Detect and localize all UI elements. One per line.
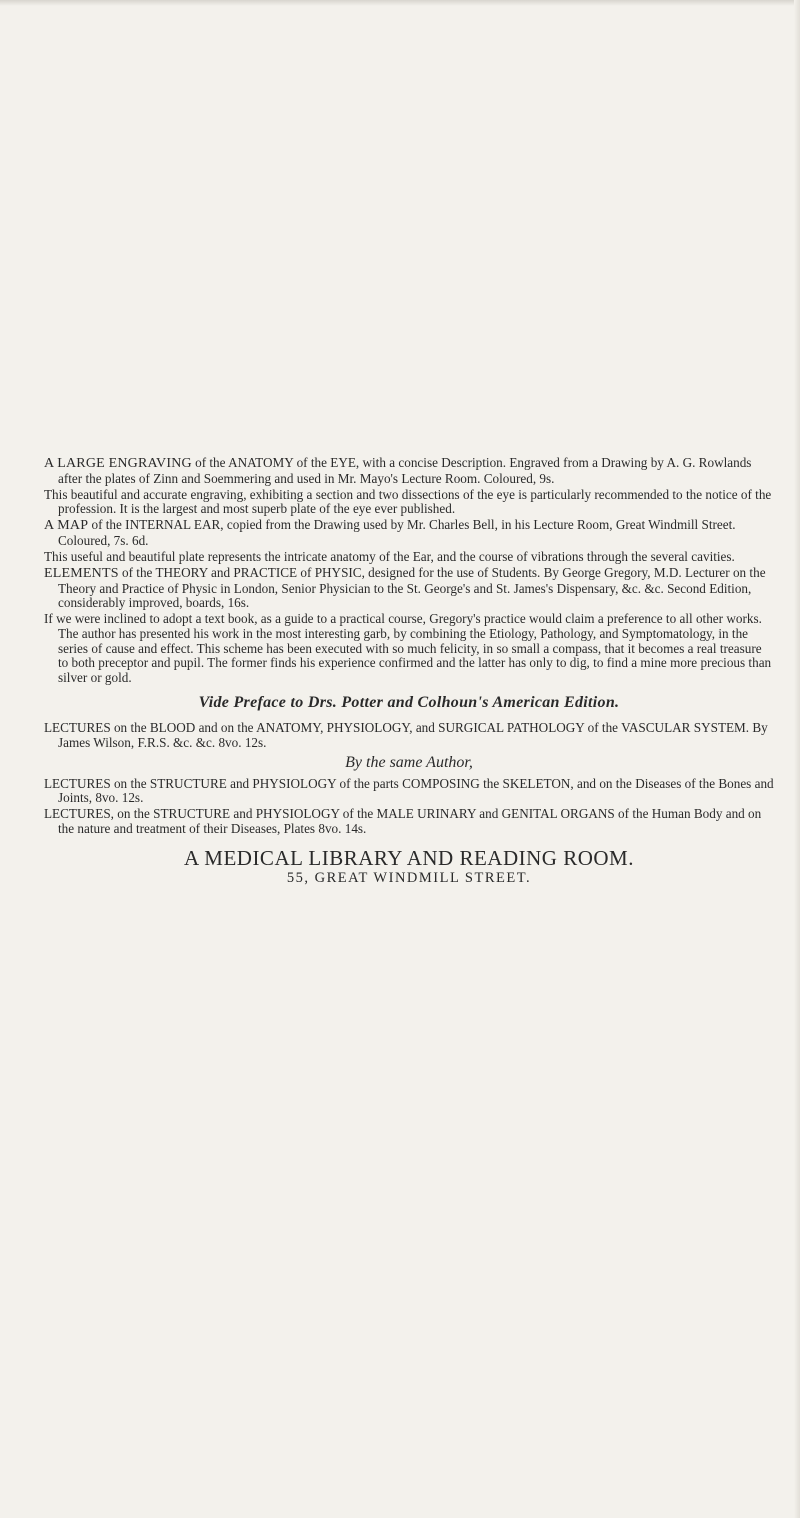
ear-map-lead: A MAP — [44, 518, 89, 534]
ear-map-entry — [44, 518, 774, 548]
same-author-byline: By the same Author, — [345, 754, 473, 772]
page-edge-top — [0, 0, 800, 6]
advertisement-page — [44, 456, 774, 886]
ear-map-text: of the INTERNAL EAR, copied from the Drawing used by Mr. Charles Bell, in his Lecture Room, Great Windmill Street. Coloured, 7s. 6d. — [58, 517, 736, 548]
lectures-blood-entry: LECTURES on the BLOOD and on the ANATOMY, PHYSIOLOGY, and SURGICAL PATHOLOGY of the VASCULAR SYSTEM. By James Wilson, F.R.S. &c. &c. 8vo. 12s. — [44, 720, 768, 750]
elements-physic-lead: ELEMENTS — [44, 566, 119, 582]
eye-engraving-review: This beautiful and accurate engraving, exhibiting a section and two dissections of the eye is particularly recommended to the notice of the profession. It is the largest and most superb plate of the eye ever published. — [44, 486, 772, 517]
eye-engraving-entry — [44, 456, 774, 486]
lectures-male-entry: LECTURES, on the STRUCTURE and PHYSIOLOGY of the MALE URINARY and GENITAL ORGANS of the Human Body and on the nature and treatment of their Diseases, Plates 8vo. 14s. — [44, 806, 762, 837]
vide-preface-heading: Vide Preface to Drs. Potter and Colhoun's American Edition. — [198, 694, 620, 712]
library-address: 55, GREAT WINDMILL STREET. — [286, 870, 532, 887]
elements-physic-review: If we were inclined to adopt a text book, as a guide to a practical course, Gregory's practice would claim a preference to all other works. The author has presented his work in the most interesting garb, by combining the Etiology, Pathology, and Symptomatology, in the series of cause and effect. This scheme has been executed with so much felicity, in so small a compass, that it becomes a real treasure to both preceptor and pupil. The former finds his experience confirmed and the latter has only to dig, to find a mine more precious than silver or gold. — [44, 611, 772, 685]
library-heading: A MEDICAL LIBRARY AND READING ROOM. — [184, 845, 634, 870]
page-edge-right — [794, 0, 800, 1518]
elements-physic-entry — [44, 566, 774, 611]
lectures-structure-entry: LECTURES on the STRUCTURE and PHYSIOLOGY of the parts COMPOSING the SKELETON, and on the Diseases of the Bones and Joints, 8vo. 12s. — [44, 775, 774, 806]
elements-physic-text: of the THEORY and PRACTICE of PHYSIC, designed for the use of Students. By George Gregory, M.D. Lecturer on the Theory and Practice of Physic in London, Senior Physician to the St. George's and St. James's Dispensary, &c. &c. Second Edition, considerably improved, boards, 16s. — [58, 565, 766, 611]
eye-engraving-text: of the ANATOMY of the EYE, with a concise Description. Engraved from a Drawing by A. G. Rowlands after the plates of Zinn and Soemmering and used in Mr. Mayo's Lecture Room. Coloured, 9s. — [58, 455, 752, 486]
eye-engraving-lead: A LARGE ENGRAVING — [44, 456, 192, 471]
ear-map-review: This useful and beautiful plate represents the intricate anatomy of the Ear, and the course of vibrations through the several cavities. — [44, 549, 735, 565]
